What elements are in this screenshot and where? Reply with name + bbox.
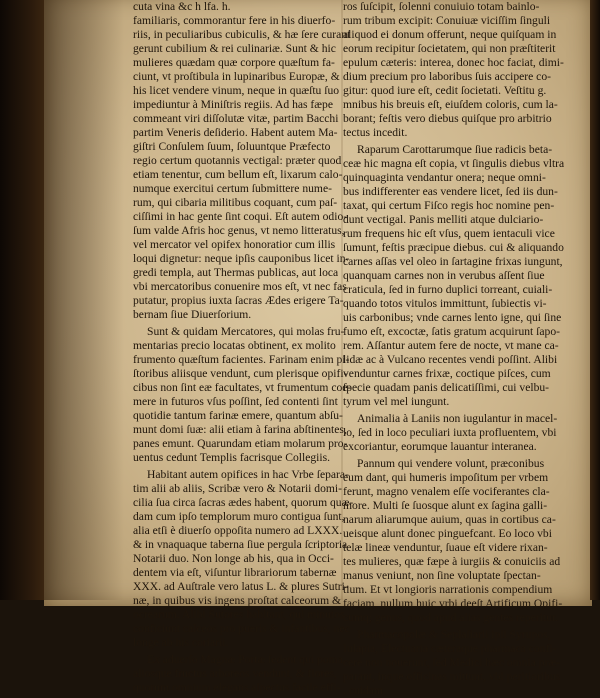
text-line: etiam tenentur, cum bellum eſt, lixarum calo-	[133, 168, 343, 181]
text-line: loqui dignetur: neque ipſis cauponibus licet in-	[133, 252, 350, 265]
text-line: epulum cæteris: interea, donec hoc faciat, dimi-	[343, 56, 564, 69]
text-line: vel mercator vel opifex honoratior cum illis	[133, 238, 336, 251]
text-line: tyrum vel mel iungunt.	[343, 395, 450, 408]
text-line: XXX. ad Auſtrale vero latus L. & plures Sutri-	[133, 580, 349, 593]
text-line: excoriantur, eorumque lauantur interanea.	[343, 440, 537, 453]
text-line: borant; feſtis vero diebus quiſque pro arbitrio	[343, 112, 552, 125]
text-line: aliquod ei donum offerunt, neque quiſquam in	[343, 28, 557, 41]
text-line: cuta vina &c h lfa. h.	[133, 0, 231, 13]
text-line: ceæ hic magna eſt copia, vt ſingulis diebus vltra	[343, 157, 565, 170]
text-line: longe ab his coriarii.	[133, 636, 229, 649]
text-line: faciam, nullum huic vrbi deeſt Artificum Opifi-	[343, 597, 563, 610]
text-line: cilia ſua circa ſacras ædes habent, quorum quæ-	[133, 496, 354, 509]
text-line: ciunt, vt proſtibula in lupinaribus Europæ, &	[133, 70, 340, 83]
text-line: numque exercitui certum ſubmittere nume-	[133, 182, 332, 195]
text-line: gredi templa, aut Thermas publicas, aut loca	[133, 266, 339, 279]
text-line: regio certum quotannis vectigal: præter quod	[133, 154, 342, 167]
text-line: mnibus his breuis eſt, eiuſdem coloris, cum la-	[343, 98, 558, 111]
text-line: lo, ſed in loco peculiari iuxta profluentem, vbi	[343, 426, 557, 439]
text-line: Iulapia, Electuaria cæteraque pharmaca confi-	[343, 642, 557, 655]
text-line: alia etſi è diuerſo oppoſita numero ad LXXX.	[133, 524, 343, 537]
text-line: quinquaginta vendantur onera; neque omni-	[343, 171, 546, 184]
text-line: conficiunt calceos pro pueris & infantibus, nec	[133, 622, 350, 635]
text-line: tim alii ab aliis, Scribæ vero & Notarii domi-	[133, 482, 342, 495]
text-line: mentarias precio locatas obtinent, ex molito	[133, 339, 336, 352]
text-line: ſpecie quadam panis delicatiſſimi, cui velbu-	[343, 381, 550, 394]
text-line: gerunt cubilium & rei culinariæ. Sunt & hic	[133, 42, 336, 55]
text-line: manus veniunt, non ſine voluptate ſpectan-	[343, 569, 541, 582]
text-line: dentem via eſt, viſuntur librariorum tabernæ	[133, 566, 337, 579]
page-fold-shadow	[44, 0, 124, 600]
text-line: & in vnaquaque taberna ſiue pergula ſcriptoria	[133, 538, 348, 551]
text-line: munt domi ſuæ: alii etiam à farina abſtinentes,	[133, 423, 347, 436]
text-line: Pannum qui vendere volunt, præconibus	[357, 457, 545, 470]
text-line: Habitant autem opifices in hac Vrbe ſepara-	[147, 468, 349, 481]
text-line: telæ lineæ venduntur, ſuaue eſt videre rixan-	[343, 541, 548, 554]
text-line: tectus incedit.	[343, 126, 408, 139]
text-line: eum dant, qui humeris impoſitum per vrbem	[343, 471, 549, 484]
text-line: Pharmacopolæ & Seplaſiarii ipſi Syrupos,	[357, 628, 551, 641]
text-line: impediuntur à Miniſtris regiis. Ad has fæpe	[133, 98, 333, 111]
text-line: cere non nouerunt, ſed Medici hæc omnia præ-	[343, 656, 560, 669]
text-line: fumo eſt, excoctæ, ſatis gratum acquirunt ſapo-	[343, 325, 560, 338]
text-line: narum aliarumque auium, quas in cortibus ca-	[343, 513, 556, 526]
text-line: ferunt, magno venalem eſſe vociferantes cla-	[343, 485, 550, 498]
text-line: rum frequens hic eſt vſus, quem ientaculi vice	[343, 227, 555, 240]
text-line: vbi mercatoribus conuenire mos eſt, vt nec fas	[133, 280, 347, 293]
page-edge-shadow	[590, 0, 600, 600]
text-line: Notarii duo. Non longe ab his, qua in Occi-	[133, 552, 334, 565]
text-line: bus indifferenter eas vendere licet, ſed iis dun-	[343, 185, 558, 198]
text-line: more. Multi ſe ſuosque alunt ex ſagina galli-	[343, 499, 548, 512]
text-line: bernam ſiue Diuerſorium.	[133, 308, 252, 321]
text-line: ciſſimi in hac gente ſint coqui. Eſt autem odio-	[133, 210, 348, 223]
text-line: commeant viri diſſolutæ vitæ, partim Bacchi	[133, 112, 339, 125]
text-line: putatur, propius iuxta ſacras Ædes erigere Ta-	[133, 294, 344, 307]
text-line: næ, in quibus vis ingens proſtat calceorum &	[133, 594, 342, 607]
text-line: rem. Aſſantur autem fere de nocte, vt mane ca-	[343, 339, 559, 352]
text-line: Ex aduerſo Magnæ Portæ ſedent qui poma	[147, 653, 343, 666]
text-line: parant, inque officinas mittunt, vbi peritioribus	[343, 670, 561, 683]
text-line: craticula, ſed in furno duplici torreant, cuiali-	[343, 283, 553, 296]
text-column-left	[133, 0, 354, 694]
text-line: taxat, qui certum Fiſco regis hoc nomine pen-	[343, 199, 555, 212]
text-line: aliosque fructus arboreos vendunt, & flores,	[133, 667, 337, 680]
text-line: mere in futuros vſus poſſint, ſed contenti ſint	[133, 395, 338, 408]
text-line: ſumunt, feſtis præcipue diebus. cui & aliquando	[343, 241, 564, 254]
text-line: gitur: quod iure eſt, cedit ſocietati. Veſtitu g.	[343, 84, 547, 97]
text-line: frumento quæſtum facientes. Farinam enim pi-	[133, 353, 350, 366]
text-line: dium precium pro laboribus ſuis accipere co-	[343, 70, 551, 83]
text-line: partim Veneris deſiderio. Habent autem Ma-	[133, 126, 338, 139]
text-line: ſtoribus aliisque vendunt, cum plerisque opifi-	[133, 367, 348, 380]
text-line: tes mulieres, quæ fæpe à iurgiis & conuiciis ad	[343, 555, 561, 568]
text-line: panes emunt. Quarundam etiam molarum pro-	[133, 437, 348, 450]
text-line: rum, qui cibaria militibus coquant, cum paſ-	[133, 196, 338, 209]
text-line: giſtri Conſulem ſuum, ſoluuntque Præfecto	[133, 140, 331, 153]
text-line: quando totos vitulos immittunt, ſubiectis vi-	[343, 297, 547, 310]
text-line: familiaris, commorantur fere in his diuerfo-	[133, 14, 336, 27]
text-line: Raparum Carottarumque ſiue radicis beta-	[357, 143, 553, 156]
text-line: quanquam carnes non in verubus aſſent ſiue	[343, 269, 545, 282]
text-line: carnes aſſas vel oleo in ſartagine frixas iungunt,	[343, 255, 563, 268]
text-line: ros ſuſcipit, ſolenni conuiuio totam bainlo-	[343, 0, 540, 13]
text-line: dunt vectigal. Panis melliti atque dulciario-	[343, 213, 544, 226]
text-line: uentus cedunt Templis facrisque Collegiis.	[133, 451, 330, 464]
text-line: dam cum ipſo templorum muro contigua ſunt,	[133, 510, 345, 523]
text-line: lidæ ac à Vulcano recentes vendi poſſint. Alibi	[343, 353, 558, 366]
text-column-right	[343, 0, 565, 697]
text-line: rum tribum excipit: Conuiuæ viciſſim ſinguli	[343, 14, 551, 27]
text-line: mulieres quædam quæ corpore quæſtum fa-	[133, 56, 335, 69]
text-line: quotidie tantum farinæ emere, quantum abſu-	[133, 409, 343, 422]
text-line: Animalia à Laniis non iugulantur in macel-	[357, 412, 558, 425]
text-line: his licet vendere vinum, neque in quæſtu ſuo	[133, 84, 340, 97]
text-line: riis, in peculiaribus cubiculis, & hæ ſere curant	[133, 28, 351, 41]
text-line: cibus non ſint eæ facultates, vt frumentum coe-	[133, 381, 352, 394]
text-line: ſum valde Afris hoc genus, vt nemo litteratus,	[133, 224, 345, 237]
text-line: tium. Et vt longioris narrationis compendium	[343, 583, 553, 596]
book-spine-shadow	[0, 0, 44, 600]
text-line: quorum omnium elegans aſpectus facile effi-	[133, 681, 341, 694]
text-line: uis carbonibus; vnde carnes lento igne, qui ſine	[343, 311, 562, 324]
text-line: Sunt & quidam Mercatores, qui molas fru-	[147, 325, 345, 338]
text-line: venduntur carnes frixæ, coctique piſces, cum	[343, 367, 551, 380]
text-line: cumq; genus, quod apud alias gentes reperitur.	[343, 611, 559, 624]
text-line: ocrearum. Alibi Sutores habitant, qui minutos	[133, 608, 345, 621]
text-line: eorum recipitur ſocietatem, qui non præſtiterit	[343, 42, 556, 55]
text-line: ueisque alunt donec pinguefcant. Eo loco vbi	[343, 527, 552, 540]
text-line: ..cuidam	[343, 684, 383, 697]
